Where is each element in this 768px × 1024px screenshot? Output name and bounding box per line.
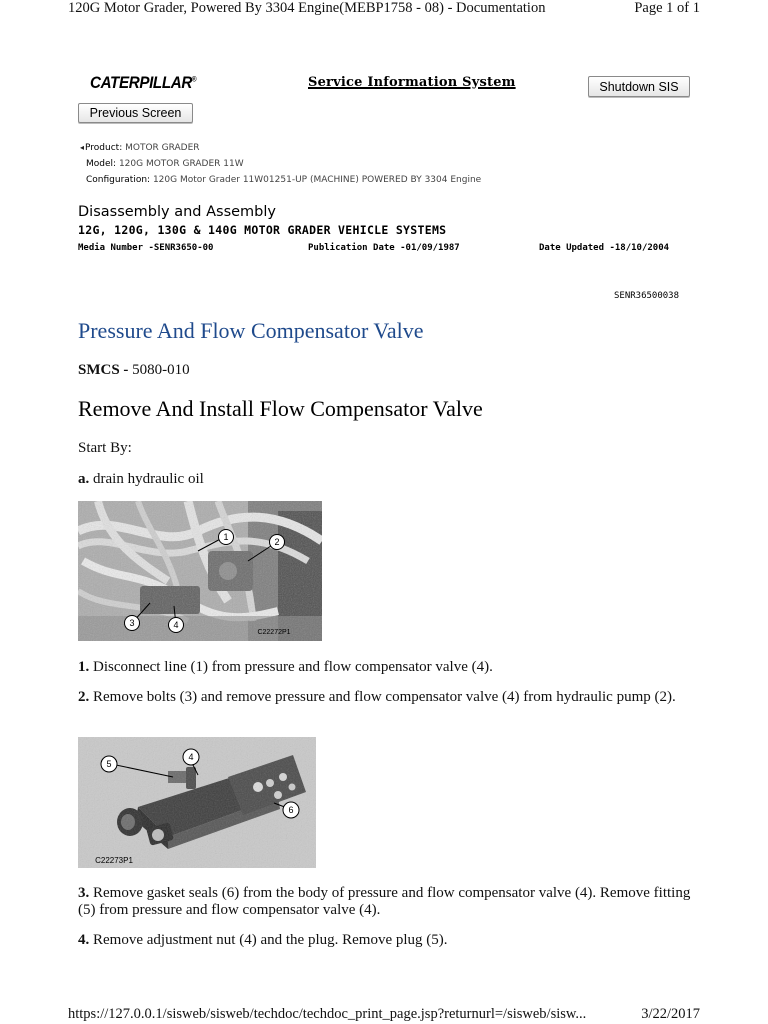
config-label: Configuration:	[86, 175, 151, 185]
photo1-callout-3: 3	[129, 618, 135, 628]
photo1-callout-4: 4	[173, 620, 179, 630]
step-1-text: Disconnect line (1) from pressure and flow compensator valve (4).	[89, 659, 493, 675]
step-4-num: 4.	[78, 932, 90, 948]
publication-date: Publication Date -01/09/1987	[308, 243, 460, 253]
step-3	[78, 885, 693, 919]
photo1-caption: C22272P1	[257, 629, 291, 636]
meta-model	[86, 159, 244, 169]
date-updated: Date Updated -18/10/2004	[539, 243, 670, 253]
print-header	[68, 0, 700, 18]
valve-photo	[78, 737, 316, 868]
photo1-callout-1: 1	[223, 532, 229, 542]
product-value: MOTOR GRADER	[125, 143, 200, 153]
step-4	[78, 932, 693, 949]
model-value: 120G MOTOR GRADER 11W	[118, 159, 244, 169]
step-2	[78, 689, 693, 706]
logo-text: CATERPILLAR	[90, 74, 192, 92]
model-label: Model:	[86, 159, 117, 169]
section-title: Disassembly and Assembly	[78, 204, 276, 220]
photo2-callout-6: 6	[288, 805, 294, 815]
step-1-num: 1.	[78, 659, 90, 675]
document-id: SENR36500038	[614, 291, 680, 301]
photo2-callout-5: 5	[106, 759, 112, 769]
page-number: Page 1 of 1	[634, 0, 700, 16]
step-3-text: Remove gasket seals (6) from the body of pressure and flow compensator valve (4). Remove fitting (5) from pressure and flow compensator valve (4).	[78, 885, 691, 918]
smcs-code	[78, 362, 190, 379]
print-footer	[68, 1006, 700, 1024]
systems-title: 12G, 120G, 130G & 140G MOTOR GRADER VEHICLE SYSTEMS	[78, 223, 447, 237]
print-footer-url: https://127.0.0.1/sisweb/sisweb/techdoc/techdoc_print_page.jsp?returnurl=/sisweb/sisw...	[68, 1006, 587, 1022]
step-4-text: Remove adjustment nut (4) and the plug. Remove plug (5).	[89, 932, 448, 948]
shutdown-sis-button[interactable]: Shutdown SIS	[588, 76, 690, 97]
start-by: Start By:	[78, 440, 132, 456]
caterpillar-logo	[90, 74, 196, 93]
page-title: Pressure And Flow Compensator Valve	[78, 318, 424, 343]
print-footer-date: 3/22/2017	[641, 1006, 700, 1022]
meta-product	[80, 143, 200, 153]
step-2-num: 2.	[78, 689, 90, 705]
smcs-value: 5080-010	[128, 362, 190, 378]
photo2-caption: C22273P1	[95, 856, 133, 865]
print-header-title: 120G Motor Grader, Powered By 3304 Engine(MEBP1758 - 08) - Documentation	[68, 0, 546, 16]
photo1-callout-2: 2	[274, 537, 280, 547]
sis-title: Service Information System	[308, 75, 516, 90]
previous-screen-button[interactable]: Previous Screen	[78, 103, 193, 123]
media-number: Media Number -SENR3650-00	[78, 243, 214, 253]
arrow-left-icon: ◂	[80, 143, 85, 152]
product-label: Product:	[85, 143, 123, 153]
step-2-text: Remove bolts (3) and remove pressure and flow compensator valve (4) from hydraulic pump (2).	[89, 689, 676, 705]
procedure-title: Remove And Install Flow Compensator Valve	[78, 396, 483, 421]
start-step-num: a.	[78, 471, 90, 487]
registered-mark: ®	[191, 76, 197, 84]
config-value: 120G Motor Grader 11W01251-UP (MACHINE) POWERED BY 3304 Engine	[152, 175, 482, 185]
meta-configuration	[86, 175, 481, 185]
step-1	[78, 659, 693, 676]
pump-photo	[78, 501, 322, 641]
smcs-label: SMCS -	[78, 362, 129, 378]
step-3-num: 3.	[78, 885, 90, 901]
start-step-text: drain hydraulic oil	[89, 471, 204, 487]
photo2-callout-4: 4	[188, 752, 194, 762]
start-step	[78, 471, 693, 488]
